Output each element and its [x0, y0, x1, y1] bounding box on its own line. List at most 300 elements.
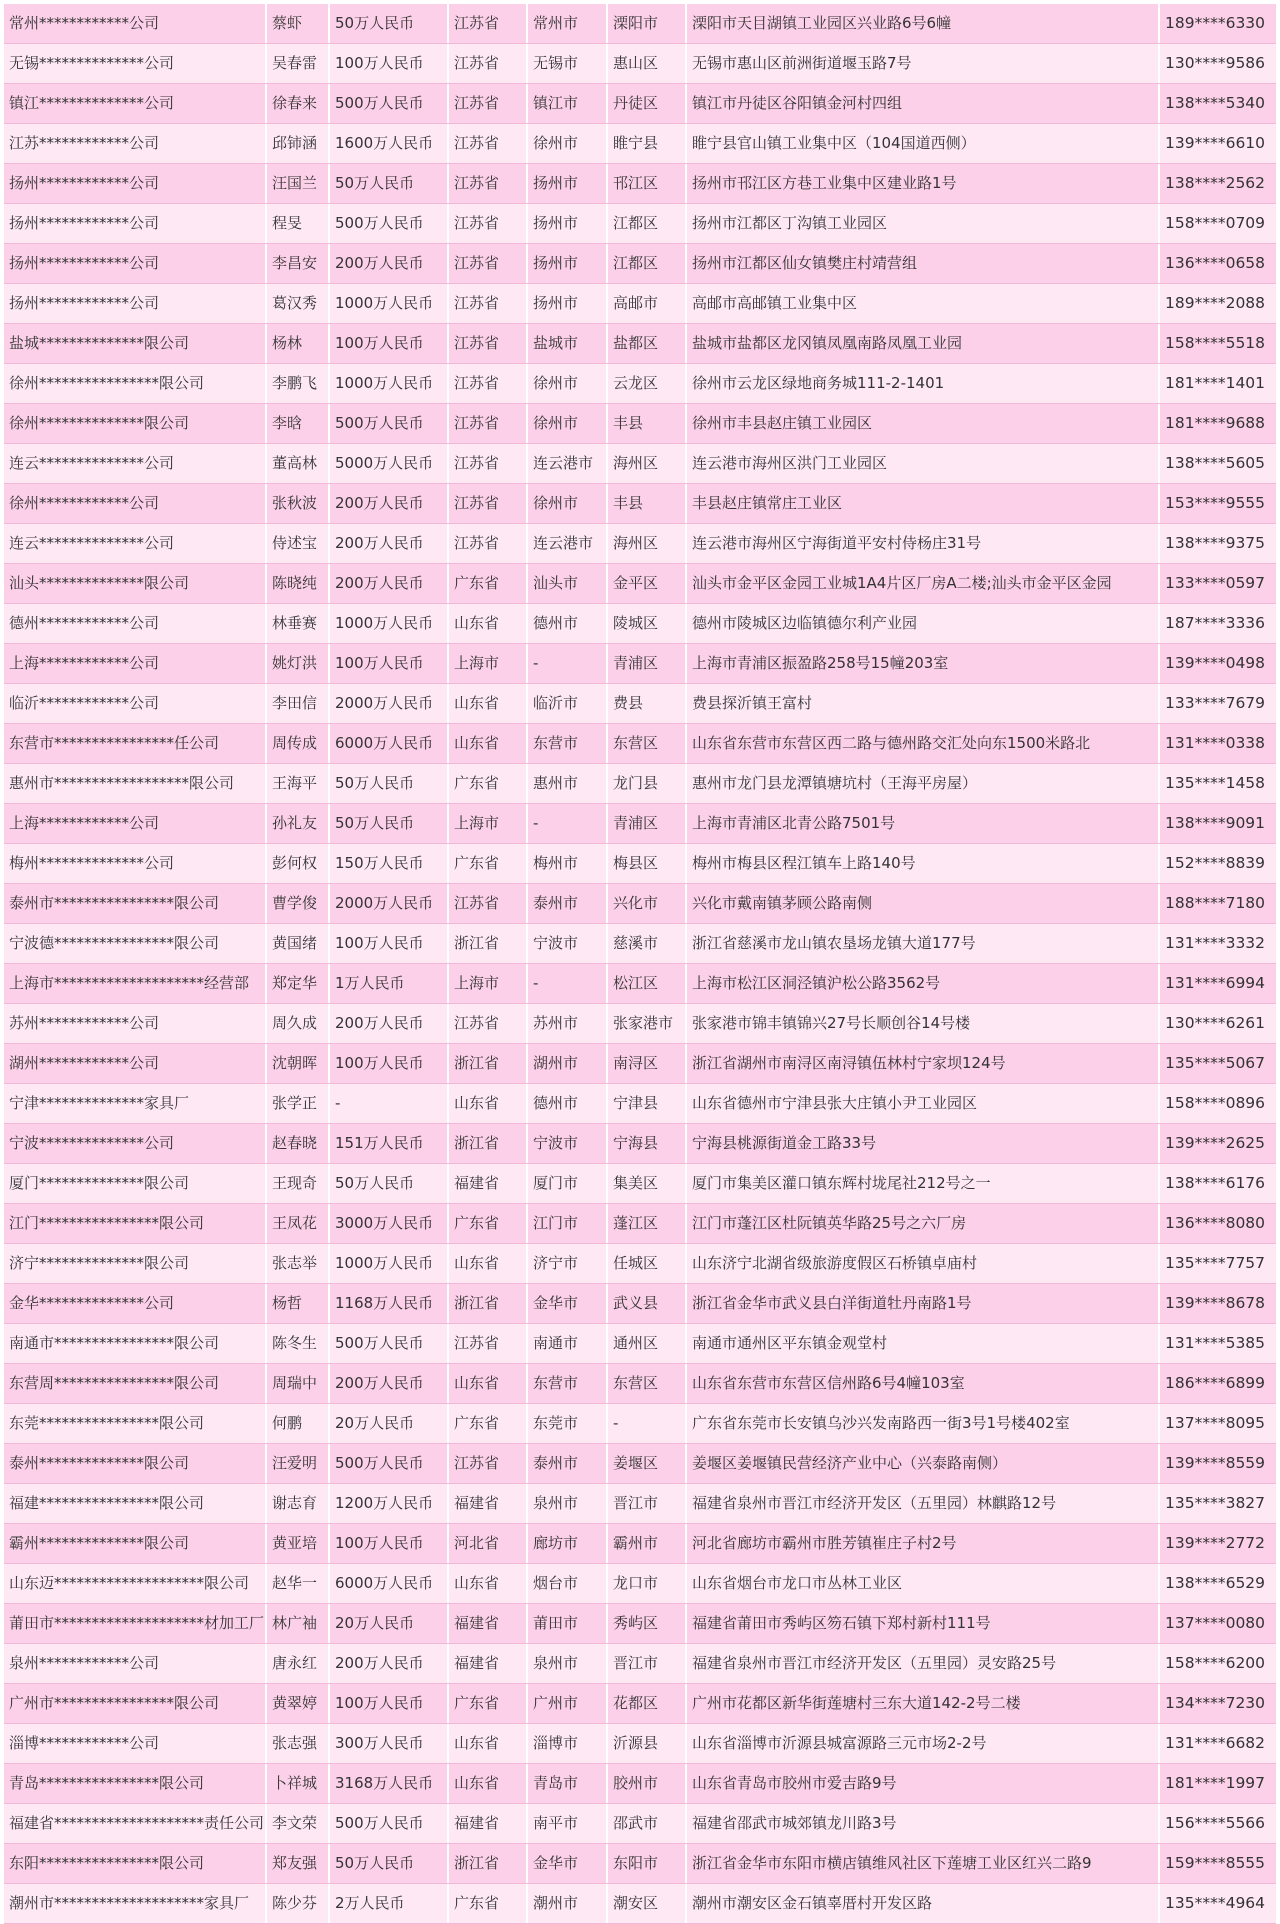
capital-cell: 500万人民币 [330, 204, 449, 243]
city-cell: 南通市 [528, 1324, 608, 1363]
phone-cell: 189****6330 [1165, 14, 1266, 32]
capital-cell: 200万人民币 [330, 1644, 449, 1683]
table-row [4, 604, 1276, 644]
province-cell: 山东省 [449, 1764, 528, 1803]
capital-cell: 100万人民币 [330, 1044, 449, 1083]
phone-cell: 188****7180 [1165, 894, 1266, 912]
company-cell: 常州************公司 [4, 4, 267, 43]
address-cell: 上海市青浦区北青公路7501号 [687, 804, 1160, 843]
company-cell: 扬州************公司 [4, 204, 267, 243]
phone-cell: 138****9375 [1165, 534, 1266, 552]
phone-cell: 133****0597 [1165, 574, 1266, 592]
address-cell: 福建省邵武市城郊镇龙川路3号 [687, 1804, 1160, 1843]
province-cell: 山东省 [449, 1564, 528, 1603]
contact-cell: 陈晓纯 [267, 564, 330, 603]
city-cell: 潮州市 [528, 1884, 608, 1923]
capital-cell: 2000万人民币 [330, 884, 449, 923]
table-row [4, 364, 1276, 404]
district-cell: 盐都区 [608, 324, 687, 363]
contact-cell: 赵华一 [267, 1564, 330, 1603]
address-cell: 浙江省金华市东阳市横店镇维风社区下莲塘工业区红兴二路9 [687, 1844, 1160, 1883]
phone-cell: 130****9586 [1165, 54, 1266, 72]
contact-cell: 周久成 [267, 1004, 330, 1043]
company-cell: 汕头**************限公司 [4, 564, 267, 603]
table-row [4, 1284, 1276, 1324]
province-cell: 浙江省 [449, 1284, 528, 1323]
address-cell: 丰县赵庄镇常庄工业区 [687, 484, 1160, 523]
contact-cell: 侍述宝 [267, 524, 330, 563]
capital-cell: 5000万人民币 [330, 444, 449, 483]
city-cell: 镇江市 [528, 84, 608, 123]
table-row [4, 1524, 1276, 1564]
company-cell: 扬州************公司 [4, 284, 267, 323]
capital-cell: 50万人民币 [330, 164, 449, 203]
company-cell: 徐州****************限公司 [4, 364, 267, 403]
city-cell: 梅州市 [528, 844, 608, 883]
district-cell: 松江区 [608, 964, 687, 1003]
contact-cell: 沈朝晖 [267, 1044, 330, 1083]
city-cell: 东营市 [528, 1364, 608, 1403]
province-cell: 江苏省 [449, 484, 528, 523]
phone-cell: 181****1997 [1165, 1774, 1266, 1792]
table-row [4, 444, 1276, 484]
contact-cell: 吴春雷 [267, 44, 330, 83]
address-cell: 扬州市江都区丁沟镇工业园区 [687, 204, 1160, 243]
district-cell: 睢宁县 [608, 124, 687, 163]
address-cell: 广东省东莞市长安镇乌沙兴发南路西一街3号1号楼402室 [687, 1404, 1160, 1443]
contact-cell: 黄国绪 [267, 924, 330, 963]
contact-cell: 郑友强 [267, 1844, 330, 1883]
district-cell: 龙门县 [608, 764, 687, 803]
table-row [4, 1404, 1276, 1444]
city-cell: 泉州市 [528, 1644, 608, 1683]
table-row [4, 644, 1276, 684]
district-cell: 晋江市 [608, 1644, 687, 1683]
district-cell: 溧阳市 [608, 4, 687, 43]
city-cell: 德州市 [528, 1084, 608, 1123]
district-cell: 霸州市 [608, 1524, 687, 1563]
company-cell: 广州市****************限公司 [4, 1684, 267, 1723]
district-cell: 惠山区 [608, 44, 687, 83]
province-cell: 山东省 [449, 1084, 528, 1123]
phone-cell: 139****2772 [1165, 1534, 1266, 1552]
contact-cell: 孙礼友 [267, 804, 330, 843]
company-cell: 梅州**************公司 [4, 844, 267, 883]
company-cell: 泰州**************限公司 [4, 1444, 267, 1483]
city-cell: 临沂市 [528, 684, 608, 723]
phone-cell: 156****5566 [1165, 1814, 1266, 1832]
province-cell: 江苏省 [449, 884, 528, 923]
capital-cell: 200万人民币 [330, 244, 449, 283]
district-cell: 青浦区 [608, 644, 687, 683]
province-cell: 山东省 [449, 604, 528, 643]
table-row [4, 684, 1276, 724]
capital-cell: 200万人民币 [330, 484, 449, 523]
province-cell: 山东省 [449, 1244, 528, 1283]
province-cell: 福建省 [449, 1804, 528, 1843]
city-cell: 宁波市 [528, 924, 608, 963]
capital-cell: 6000万人民币 [330, 1564, 449, 1603]
table-row [4, 164, 1276, 204]
address-cell: 浙江省金华市武义县白洋街道牡丹南路1号 [687, 1284, 1160, 1323]
city-cell: 泉州市 [528, 1484, 608, 1523]
address-cell: 浙江省湖州市南浔区南浔镇伍林村宁家坝124号 [687, 1044, 1160, 1083]
company-cell: 德州************公司 [4, 604, 267, 643]
table-row [4, 844, 1276, 884]
province-cell: 江苏省 [449, 364, 528, 403]
phone-cell: 135****3827 [1165, 1494, 1266, 1512]
contact-cell: 张志举 [267, 1244, 330, 1283]
city-cell: 东营市 [528, 724, 608, 763]
province-cell: 江苏省 [449, 324, 528, 363]
table-row [4, 1164, 1276, 1204]
contact-cell: 谢志育 [267, 1484, 330, 1523]
capital-cell: 50万人民币 [330, 1164, 449, 1203]
contact-cell: 李田信 [267, 684, 330, 723]
capital-cell: 300万人民币 [330, 1724, 449, 1763]
province-cell: 河北省 [449, 1524, 528, 1563]
capital-cell: 50万人民币 [330, 1844, 449, 1883]
address-cell: 兴化市戴南镇茅顾公路南侧 [687, 884, 1160, 923]
phone-cell: 137****0080 [1165, 1614, 1266, 1632]
province-cell: 广东省 [449, 564, 528, 603]
contact-cell: 张志强 [267, 1724, 330, 1763]
province-cell: 浙江省 [449, 924, 528, 963]
city-cell: 扬州市 [528, 164, 608, 203]
province-cell: 浙江省 [449, 1124, 528, 1163]
company-cell: 金华**************公司 [4, 1284, 267, 1323]
table-row [4, 484, 1276, 524]
address-cell: 河北省廊坊市霸州市胜芳镇崔庄子村2号 [687, 1524, 1160, 1563]
contact-cell: 董高林 [267, 444, 330, 483]
capital-cell: 500万人民币 [330, 1444, 449, 1483]
phone-cell: 131****3332 [1165, 934, 1266, 952]
table-row [4, 1004, 1276, 1044]
company-cell: 淄博************公司 [4, 1724, 267, 1763]
table-row [4, 404, 1276, 444]
table-row [4, 1204, 1276, 1244]
city-cell: - [528, 644, 608, 683]
district-cell: 东营区 [608, 1364, 687, 1403]
city-cell: - [528, 804, 608, 843]
address-cell: 连云港市海州区宁海街道平安村侍杨庄31号 [687, 524, 1160, 563]
phone-cell: 138****9091 [1165, 814, 1266, 832]
table-row [4, 124, 1276, 164]
capital-cell: 100万人民币 [330, 924, 449, 963]
province-cell: 山东省 [449, 1364, 528, 1403]
capital-cell: 20万人民币 [330, 1404, 449, 1443]
company-cell: 宁波德****************限公司 [4, 924, 267, 963]
city-cell: 常州市 [528, 4, 608, 43]
company-cell: 宁波**************公司 [4, 1124, 267, 1163]
contact-cell: 蔡虾 [267, 4, 330, 43]
company-cell: 江苏************公司 [4, 124, 267, 163]
address-cell: 上海市松江区洞泾镇沪松公路3562号 [687, 964, 1160, 1003]
district-cell: 梅县区 [608, 844, 687, 883]
capital-cell: 2000万人民币 [330, 684, 449, 723]
district-cell: 龙口市 [608, 1564, 687, 1603]
phone-cell: 153****9555 [1165, 494, 1266, 512]
city-cell: 淄博市 [528, 1724, 608, 1763]
contact-cell: 徐春来 [267, 84, 330, 123]
phone-cell: 131****6682 [1165, 1734, 1266, 1752]
address-cell: 费县探沂镇王富村 [687, 684, 1160, 723]
company-cell: 连云**************公司 [4, 524, 267, 563]
phone-cell: 138****5340 [1165, 94, 1266, 112]
phone-cell: 181****9688 [1165, 414, 1266, 432]
contact-cell: 程旻 [267, 204, 330, 243]
contact-cell: 林垂赛 [267, 604, 330, 643]
company-cell: 盐城**************限公司 [4, 324, 267, 363]
phone-cell: 135****5067 [1165, 1054, 1266, 1072]
address-cell: 姜堰区姜堰镇民营经济产业中心（兴泰路南侧） [687, 1444, 1160, 1483]
district-cell: 蓬江区 [608, 1204, 687, 1243]
city-cell: 泰州市 [528, 884, 608, 923]
district-cell: 费县 [608, 684, 687, 723]
address-cell: 连云港市海州区洪门工业园区 [687, 444, 1160, 483]
capital-cell: 200万人民币 [330, 524, 449, 563]
table-row [4, 764, 1276, 804]
capital-cell: 50万人民币 [330, 804, 449, 843]
phone-cell: 159****8555 [1165, 1854, 1266, 1872]
district-cell: 姜堰区 [608, 1444, 687, 1483]
phone-cell: 137****8095 [1165, 1414, 1266, 1432]
capital-cell: 1000万人民币 [330, 604, 449, 643]
phone-cell: 158****0896 [1165, 1094, 1266, 1112]
contact-cell: 周传成 [267, 724, 330, 763]
district-cell: 邗江区 [608, 164, 687, 203]
table-row [4, 1804, 1276, 1844]
phone-cell: 136****0658 [1165, 254, 1266, 272]
district-cell: 江都区 [608, 204, 687, 243]
capital-cell: 1168万人民币 [330, 1284, 449, 1323]
city-cell: 苏州市 [528, 1004, 608, 1043]
district-cell: 晋江市 [608, 1484, 687, 1523]
province-cell: 江苏省 [449, 164, 528, 203]
capital-cell: 1万人民币 [330, 964, 449, 1003]
province-cell: 广东省 [449, 1884, 528, 1923]
capital-cell: 1600万人民币 [330, 124, 449, 163]
table-row [4, 924, 1276, 964]
phone-cell: 189****2088 [1165, 294, 1266, 312]
phone-cell: 131****5385 [1165, 1334, 1266, 1352]
company-cell: 扬州************公司 [4, 244, 267, 283]
district-cell: 高邮市 [608, 284, 687, 323]
district-cell: 云龙区 [608, 364, 687, 403]
province-cell: 福建省 [449, 1484, 528, 1523]
company-cell: 上海************公司 [4, 804, 267, 843]
district-cell: 武义县 [608, 1284, 687, 1323]
phone-cell: 187****3336 [1165, 614, 1266, 632]
company-cell: 东阳****************限公司 [4, 1844, 267, 1883]
address-cell: 无锡市惠山区前洲街道堰玉路7号 [687, 44, 1160, 83]
company-cell: 青岛****************限公司 [4, 1764, 267, 1803]
address-cell: 宁海县桃源街道金工路33号 [687, 1124, 1160, 1163]
company-cell: 东营市****************任公司 [4, 724, 267, 763]
contact-cell: 姚灯洪 [267, 644, 330, 683]
phone-cell: 152****8839 [1165, 854, 1266, 872]
city-cell: 连云港市 [528, 444, 608, 483]
table-row [4, 244, 1276, 284]
city-cell: 扬州市 [528, 244, 608, 283]
company-cell: 福建****************限公司 [4, 1484, 267, 1523]
city-cell: 盐城市 [528, 324, 608, 363]
company-cell: 泉州************公司 [4, 1644, 267, 1683]
address-cell: 江门市蓬江区杜阮镇英华路25号之六厂房 [687, 1204, 1160, 1243]
contact-cell: 王海平 [267, 764, 330, 803]
table-row [4, 1484, 1276, 1524]
contact-cell: 张秋波 [267, 484, 330, 523]
address-cell: 山东省东营市东营区信州路6号4幢103室 [687, 1364, 1160, 1403]
province-cell: 山东省 [449, 684, 528, 723]
capital-cell: 500万人民币 [330, 1804, 449, 1843]
table-row [4, 1884, 1276, 1924]
contact-cell: 周瑞中 [267, 1364, 330, 1403]
table-row [4, 524, 1276, 564]
contact-cell: 黄亚培 [267, 1524, 330, 1563]
contact-cell: 唐永红 [267, 1644, 330, 1683]
table-row [4, 724, 1276, 764]
contact-cell: 汪国兰 [267, 164, 330, 203]
table-row [4, 324, 1276, 364]
district-cell: 潮安区 [608, 1884, 687, 1923]
company-cell: 苏州************公司 [4, 1004, 267, 1043]
address-cell: 潮州市潮安区金石镇辜厝村开发区路 [687, 1884, 1160, 1923]
capital-cell: 50万人民币 [330, 764, 449, 803]
capital-cell: 50万人民币 [330, 4, 449, 43]
table-row [4, 1044, 1276, 1084]
contact-cell: 葛汉秀 [267, 284, 330, 323]
province-cell: 福建省 [449, 1164, 528, 1203]
address-cell: 镇江市丹徒区谷阳镇金河村四组 [687, 84, 1160, 123]
address-cell: 徐州市丰县赵庄镇工业园区 [687, 404, 1160, 443]
address-cell: 浙江省慈溪市龙山镇农垦场龙镇大道177号 [687, 924, 1160, 963]
district-cell: 海州区 [608, 444, 687, 483]
table-row [4, 1644, 1276, 1684]
company-cell: 连云**************公司 [4, 444, 267, 483]
province-cell: 上海市 [449, 804, 528, 843]
city-cell: 无锡市 [528, 44, 608, 83]
contact-cell: 李昌安 [267, 244, 330, 283]
city-cell: 惠州市 [528, 764, 608, 803]
company-cell: 上海************公司 [4, 644, 267, 683]
phone-cell: 158****5518 [1165, 334, 1266, 352]
district-cell: 江都区 [608, 244, 687, 283]
city-cell: 江门市 [528, 1204, 608, 1243]
contact-cell: 陈少芬 [267, 1884, 330, 1923]
province-cell: 浙江省 [449, 1044, 528, 1083]
table-row [4, 284, 1276, 324]
phone-cell: 138****6176 [1165, 1174, 1266, 1192]
district-cell: 集美区 [608, 1164, 687, 1203]
table-row [4, 44, 1276, 84]
province-cell: 江苏省 [449, 524, 528, 563]
company-cell: 临沂************公司 [4, 684, 267, 723]
contact-cell: 李晗 [267, 404, 330, 443]
table-row [4, 1444, 1276, 1484]
province-cell: 广东省 [449, 1204, 528, 1243]
capital-cell: 3168万人民币 [330, 1764, 449, 1803]
contact-cell: 李鹏飞 [267, 364, 330, 403]
phone-cell: 131****0338 [1165, 734, 1266, 752]
table-row [4, 204, 1276, 244]
phone-cell: 138****5605 [1165, 454, 1266, 472]
capital-cell: 100万人民币 [330, 1524, 449, 1563]
address-cell: 山东省淄博市沂源县城富源路三元市场2-2号 [687, 1724, 1160, 1763]
address-cell: 福建省泉州市晋江市经济开发区（五里园）灵安路25号 [687, 1644, 1160, 1683]
capital-cell: 1000万人民币 [330, 1244, 449, 1283]
district-cell: 张家港市 [608, 1004, 687, 1043]
district-cell: 丹徒区 [608, 84, 687, 123]
table-row [4, 4, 1276, 44]
company-cell: 南通市****************限公司 [4, 1324, 267, 1363]
phone-cell: 139****8559 [1165, 1454, 1266, 1472]
company-cell: 镇江**************公司 [4, 84, 267, 123]
address-cell: 扬州市邗江区方巷工业集中区建业路1号 [687, 164, 1160, 203]
phone-cell: 181****1401 [1165, 374, 1266, 392]
company-cell: 福建省********************责任公司 [4, 1804, 267, 1843]
city-cell: 泰州市 [528, 1444, 608, 1483]
contact-cell: 李文荣 [267, 1804, 330, 1843]
capital-cell: - [330, 1084, 449, 1123]
province-cell: 江苏省 [449, 204, 528, 243]
address-cell: 山东省东营市东营区西二路与德州路交汇处向东1500米路北 [687, 724, 1160, 763]
contact-cell: 陈冬生 [267, 1324, 330, 1363]
capital-cell: 2万人民币 [330, 1884, 449, 1923]
phone-cell: 130****6261 [1165, 1014, 1266, 1032]
district-cell: 慈溪市 [608, 924, 687, 963]
company-cell: 潮州市********************家具厂 [4, 1884, 267, 1923]
district-cell: 花都区 [608, 1684, 687, 1723]
city-cell: - [528, 964, 608, 1003]
capital-cell: 500万人民币 [330, 1324, 449, 1363]
address-cell: 溧阳市天目湖镇工业园区兴业路6号6幢 [687, 4, 1160, 43]
district-cell: 青浦区 [608, 804, 687, 843]
address-cell: 南通市通州区平东镇金观堂村 [687, 1324, 1160, 1363]
district-cell: 宁海县 [608, 1124, 687, 1163]
capital-cell: 200万人民币 [330, 1004, 449, 1043]
contact-cell: 赵春晓 [267, 1124, 330, 1163]
province-cell: 广东省 [449, 1684, 528, 1723]
province-cell: 江苏省 [449, 444, 528, 483]
table-row [4, 1084, 1276, 1124]
capital-cell: 1200万人民币 [330, 1484, 449, 1523]
address-cell: 上海市青浦区振盈路258号15幢203室 [687, 644, 1160, 683]
phone-cell: 186****6899 [1165, 1374, 1266, 1392]
province-cell: 江苏省 [449, 1004, 528, 1043]
table-row [4, 1244, 1276, 1284]
capital-cell: 1000万人民币 [330, 284, 449, 323]
phone-cell: 135****7757 [1165, 1254, 1266, 1272]
table-row [4, 1724, 1276, 1764]
address-cell: 山东济宁北湖省级旅游度假区石桥镇卓庙村 [687, 1244, 1160, 1283]
phone-cell: 138****2562 [1165, 174, 1266, 192]
table-row [4, 1364, 1276, 1404]
city-cell: 金华市 [528, 1844, 608, 1883]
province-cell: 山东省 [449, 1724, 528, 1763]
company-table [4, 4, 1276, 1924]
capital-cell: 500万人民币 [330, 404, 449, 443]
address-cell: 扬州市江都区仙女镇樊庄村靖营组 [687, 244, 1160, 283]
city-cell: 东莞市 [528, 1404, 608, 1443]
table-row [4, 1324, 1276, 1364]
phone-cell: 131****6994 [1165, 974, 1266, 992]
table-row [4, 1684, 1276, 1724]
province-cell: 江苏省 [449, 284, 528, 323]
district-cell: 南浔区 [608, 1044, 687, 1083]
province-cell: 江苏省 [449, 4, 528, 43]
company-cell: 徐州************公司 [4, 484, 267, 523]
